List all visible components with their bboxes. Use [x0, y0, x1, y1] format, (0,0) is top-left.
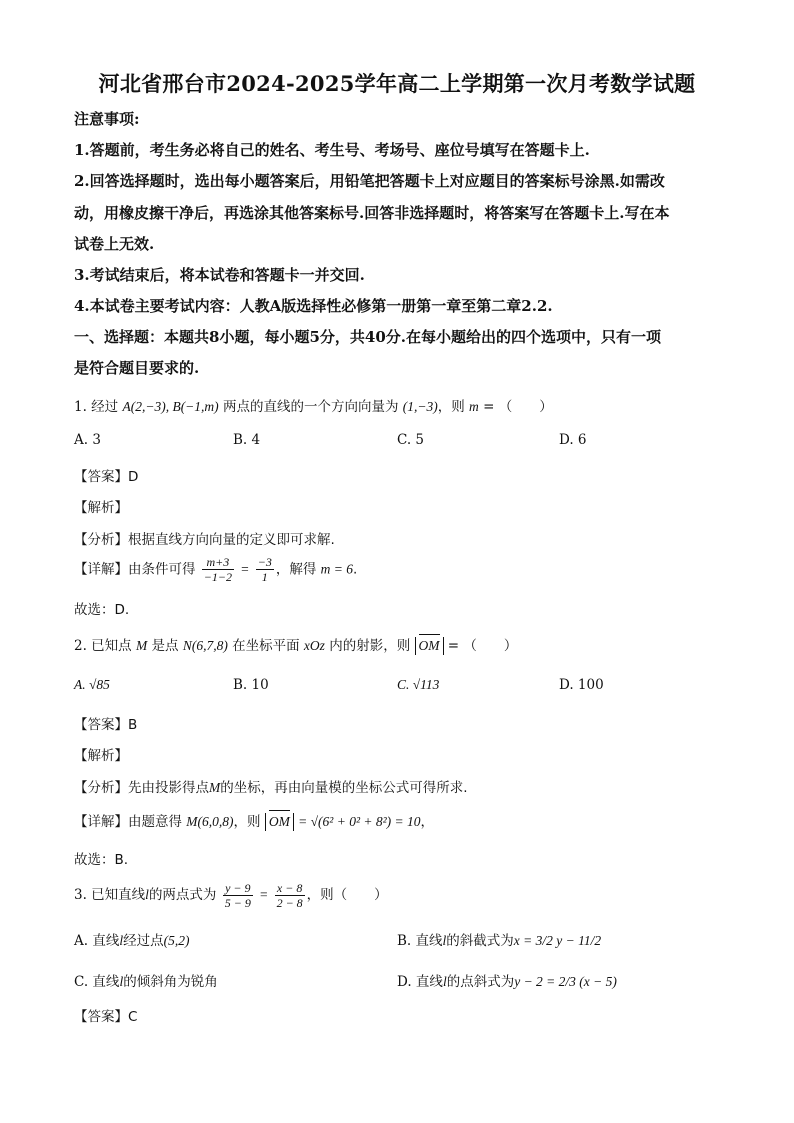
q1-points: A(2,−3), B(−1,m)	[122, 399, 219, 414]
note-2c: 试卷上无效.	[74, 235, 155, 253]
q2-end: = （ ）	[447, 638, 518, 654]
q2-xiangjie-pre: 由题意得	[128, 814, 182, 830]
q3-optA-post: 经过点	[123, 933, 164, 949]
q3-optD-pre: D. 直线	[397, 974, 443, 990]
q3-optC-post: 的倾斜角为锐角	[123, 974, 218, 990]
q2-xiangjie-post: ，	[420, 814, 434, 830]
q2-fenxi-tag: 【分析】	[74, 780, 128, 796]
q2-prefix: 2. 已知点	[74, 638, 132, 654]
q2-vector: OM	[418, 638, 440, 653]
q3-end: ，则（ ）	[306, 887, 388, 903]
q3-option-b	[397, 929, 601, 949]
q3-optD-l: l	[442, 974, 447, 989]
q3-f2-den: 2 − 8	[276, 896, 303, 910]
question-1	[74, 395, 724, 415]
q3-l: l	[145, 887, 149, 902]
q2-option-d: D. 100	[559, 677, 604, 693]
page-title: 河北省邢台市2024-2025学年高二上学期第一次月考数学试题	[98, 71, 696, 96]
q2-xiangjie-tag: 【详解】	[74, 814, 128, 830]
section-heading-a: 一、选择题：本题共8小题，每小题5分，共40分.在每小题给出的四个选项中，只有一项	[74, 328, 661, 346]
q1-frac2-den: 1	[261, 570, 268, 584]
q1-end: = （ ）	[483, 399, 553, 415]
q3-fraction-2	[275, 881, 305, 910]
q3-optA-l: l	[119, 933, 124, 948]
q1-frac2-num: −3	[257, 555, 272, 569]
q2-M-coord: M(6,0,8)	[186, 814, 234, 829]
q1-option-c: C. 5	[397, 432, 425, 448]
q2-vector-norm	[415, 637, 444, 655]
q3-mid: 的两点式为	[148, 887, 217, 903]
q3-optA-pre: A. 直线	[74, 933, 120, 949]
q3-optD-eq: y − 2 = 2/3 (x − 5)	[514, 974, 617, 989]
q1-vector: (1,−3)	[402, 399, 438, 414]
q1-fenxi-tag: 【分析】	[74, 532, 128, 548]
q2-xiangjie-vector: OM	[268, 814, 290, 829]
q3-optC-pre: C. 直线	[74, 974, 120, 990]
question-3: 3. 已知直线l的两点式为 $\frac{y - 9}{5 - 9}$ = $\frac{x - 8}{2 - 8}$ ，则（ ）	[74, 881, 388, 910]
q2-mid3: 内的射影，则	[329, 638, 411, 654]
note-3: 3.考试结束后，将本试卷和答题卡一并交回.	[74, 266, 365, 284]
q1-option-d: D. 6	[559, 432, 587, 448]
q1-answer-value: D	[128, 469, 139, 485]
q3-f1-num: y − 9	[223, 881, 253, 896]
q3-optC-l: l	[119, 974, 124, 989]
q3-optD-post: 的点斜式为	[446, 974, 515, 990]
note-2a: 2.回答选择题时，选出每小题答案后，用铅笔把答题卡上对应题目的答案标号涂黑.如需改	[74, 172, 665, 190]
q2-calc: = √(6² + 0² + 8²) = 10	[298, 814, 421, 829]
q1-result: m = 6	[320, 561, 353, 577]
q3-fraction-1	[223, 881, 253, 910]
q3-optB-pre: B. 直线	[397, 933, 443, 949]
q3-f1-den: 5 − 9	[224, 896, 251, 910]
q1-m: m	[469, 399, 479, 414]
q1-answer	[74, 465, 724, 485]
q3-answer-tag: 【答案】	[74, 1009, 128, 1025]
q3-option-d	[397, 970, 617, 990]
q2-mid2: 在坐标平面	[232, 638, 300, 654]
q2-xiangjie	[74, 810, 724, 831]
q2-jiexi: 【解析】	[74, 748, 128, 764]
q1-guxuan: 故选：D.	[74, 602, 130, 618]
q1-frac1-den: −1−2	[203, 570, 232, 584]
q3-optA-pt: (5,2)	[163, 933, 190, 948]
notes-heading: 注意事项:	[74, 110, 140, 128]
q1-mid: 两点的直线的一个方向向量为	[222, 399, 399, 415]
q2-xiangjie-mid: ，则	[233, 814, 261, 830]
section-heading-b: 是符合题目要求的.	[74, 359, 200, 377]
q2-mid1: 是点	[151, 638, 179, 654]
q2-option-b: B. 10	[233, 677, 269, 693]
q3-optB-l: l	[442, 933, 447, 948]
q2-option-c: C. √113	[397, 677, 440, 692]
q1-post: ，则	[437, 399, 465, 415]
question-2	[74, 634, 724, 655]
q2-fenxi-pre: 先由投影得点	[128, 780, 209, 796]
q1-xiangjie-post: ，解得	[275, 561, 317, 578]
q1-frac1-num: m+3	[202, 555, 234, 570]
q2-answer-tag: 【答案】	[74, 717, 128, 733]
q3-option-c	[74, 970, 218, 990]
q2-answer-value: B	[128, 717, 138, 733]
q1-xiangjie-pre: 由条件可得	[128, 561, 196, 578]
q2-fenxi-post: 的坐标，再由向量模的坐标公式可得所求.	[220, 780, 468, 796]
q1-xiangjie-tag: 【详解】	[74, 561, 128, 578]
q1-fraction-2	[256, 555, 274, 584]
q1-jiexi: 【解析】	[74, 500, 128, 516]
q3-answer	[74, 1005, 724, 1025]
q2-option-a: A. √85	[74, 677, 110, 692]
q3-option-a	[74, 929, 189, 949]
q3-answer-value: C	[128, 1009, 138, 1025]
q1-answer-tag: 【答案】	[74, 469, 128, 485]
q2-M: M	[135, 638, 148, 653]
q2-xiangjie-norm	[265, 813, 294, 831]
q2-fenxi	[74, 776, 724, 796]
q3-optB-post: 的斜截式为	[446, 933, 514, 949]
q3-prefix: 3. 已知直线	[74, 887, 146, 903]
q2-fenxi-M: M	[209, 780, 221, 795]
q1-fenxi	[74, 528, 724, 548]
q2-guxuan: 故选：B.	[74, 852, 129, 868]
q2-plane: xOz	[303, 638, 325, 653]
q1-prefix: 1. 经过	[74, 399, 119, 415]
q1-xiangjie: 【详解】由条件可得 $\frac{m+3}{-1-2}$ = $\frac{-3}{1}$ ，解得 m = 6.	[74, 555, 358, 584]
note-1: 1.答题前，考生务必将自己的姓名、考生号、考场号、座位号填写在答题卡上.	[74, 141, 590, 159]
q3-f2-num: x − 8	[275, 881, 305, 896]
note-4: 4.本试卷主要考试内容：人教A版选择性必修第一册第一章至第二章2.2.	[74, 297, 553, 315]
q1-option-b: B. 4	[233, 432, 261, 448]
q2-answer	[74, 713, 724, 733]
q1-fraction-1	[202, 555, 234, 584]
q3-optB-eq: x = 3/2 y − 11/2	[513, 933, 602, 948]
q2-N: N(6,7,8)	[182, 638, 228, 653]
q1-option-a: A. 3	[74, 432, 101, 448]
q1-fenxi-text: 根据直线方向向量的定义即可求解.	[128, 532, 335, 548]
note-2b: 动，用橡皮擦干净后，再选涂其他答案标号.回答非选择题时，将答案写在答题卡上.写在本	[74, 204, 670, 222]
